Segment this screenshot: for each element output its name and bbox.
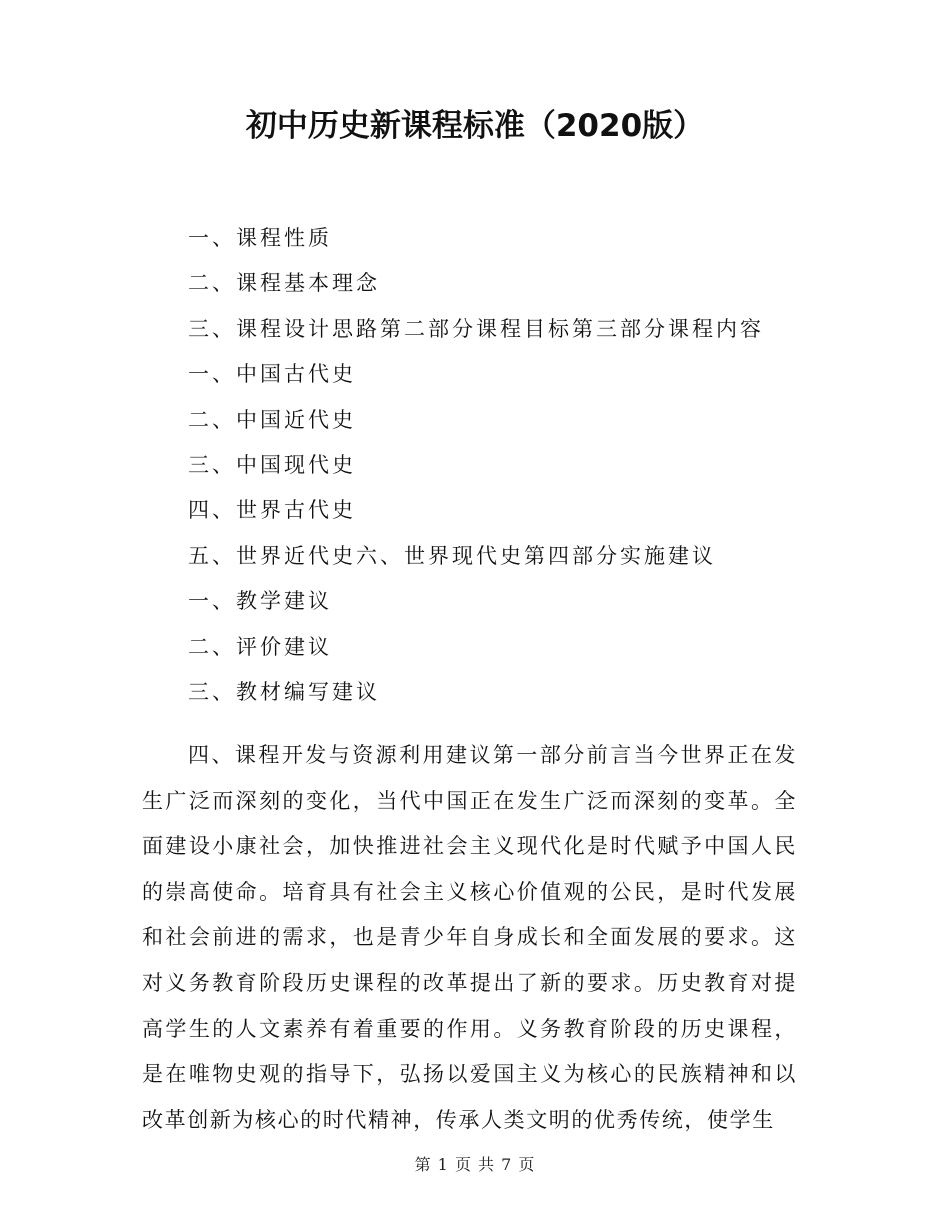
document-title: 初中历史新课程标准（2020版） bbox=[245, 108, 705, 144]
toc-item: 一、教学建议 bbox=[188, 589, 332, 614]
body-paragraph: 四、课程开发与资源利用建议第一部分前言当今世界正在发生广泛而深刻的变化，当代中国正在发生广泛而深刻的变革。全面建设小康社会，加快推进社会主义现代化是时代赋予中国人民的崇高使命。培育具有社会主义核心价值观的公民，是时代发展和社会前进的需求，也是青少年自身成长和全面发展的要求。这对义务教育阶段历史课程的改革提出了新的要求。历史教育对提高学生的人文素养有着重要的作用。义务教育阶段的历史课程，是在唯物史观的指导下，弘扬以爱国主义为核心的民族精神和以改革创新为核心的时代精神，传承人类文明的优秀传统，使学生 bbox=[142, 743, 797, 1132]
toc-item: 三、教材编写建议 bbox=[188, 679, 380, 704]
toc-item: 四、世界古代史 bbox=[188, 498, 356, 523]
toc-item: 五、世界近代史六、世界现代史第四部分实施建议 bbox=[188, 543, 716, 568]
toc-item: 二、中国近代史 bbox=[188, 407, 356, 432]
toc-item: 三、课程设计思路第二部分课程目标第三部分课程内容 bbox=[188, 316, 764, 341]
toc-item: 一、中国古代史 bbox=[188, 362, 356, 387]
toc-item: 一、课程性质 bbox=[188, 226, 332, 250]
toc-item: 三、中国现代史 bbox=[188, 452, 356, 477]
toc-item: 二、评价建议 bbox=[188, 634, 332, 659]
table-of-contents bbox=[188, 216, 838, 715]
page-footer: 第 1 页 共 7 页 bbox=[414, 1155, 536, 1174]
toc-item: 二、课程基本理念 bbox=[188, 271, 380, 296]
